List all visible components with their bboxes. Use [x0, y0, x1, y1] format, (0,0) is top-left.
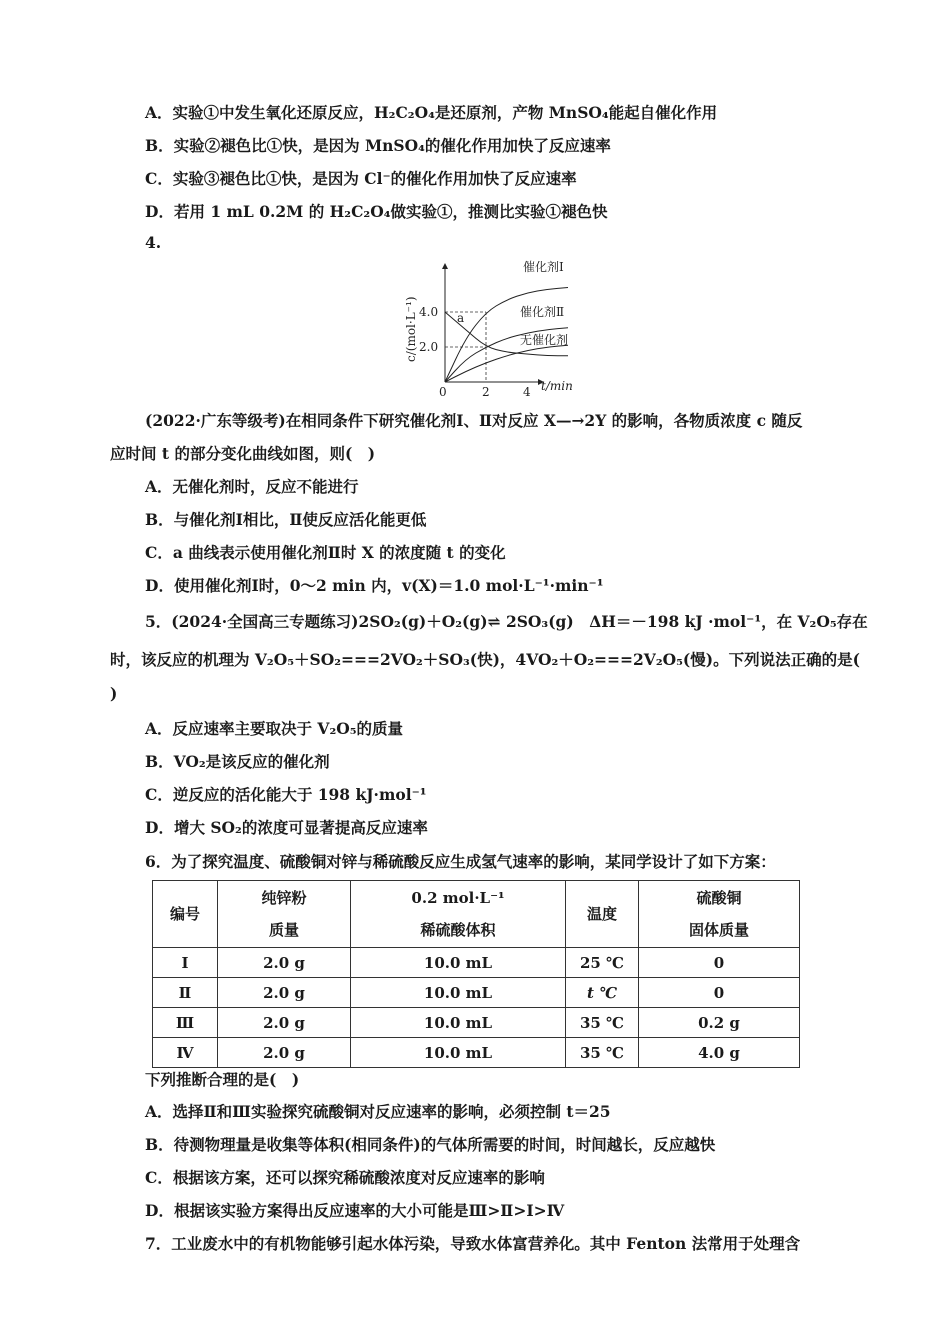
header-temperature: 温度 — [566, 881, 639, 948]
q6-option-c: C．根据该方案，还可以探究稀硫酸浓度对反应速率的影响 — [145, 1168, 545, 1187]
q3-option-c: C．实验③褪色比①快，是因为 Cl⁻的催化作用加快了反应速率 — [145, 169, 577, 188]
x-tick-label: 0 — [439, 385, 447, 399]
y-tick-label: 4.0 — [419, 305, 439, 319]
table-cell: 4.0 g — [639, 1038, 800, 1068]
concentration-time-graph — [395, 252, 595, 400]
table-cell: 2.0 g — [218, 978, 351, 1008]
q3-option-b: B．实验②褪色比①快，是因为 MnSO₄的催化作用加快了反应速率 — [145, 136, 611, 155]
table-cell: 2.0 g — [218, 1008, 351, 1038]
q6-experiment-table — [152, 880, 800, 1068]
q3-option-d: D．若用 1 mL 0.2M 的 H₂C₂O₄做实验①，推测比实验①褪色快 — [145, 202, 608, 221]
q5-stem-line3: ) — [110, 684, 118, 703]
q5-stem-line1: 5．(2024·全国高三专题练习)2SO₂(g)＋O₂(g)⇌ 2SO₃(g) ΔH＝－198 kJ ·mol⁻¹，在 V₂O₅存在 — [145, 612, 868, 631]
table-cell: Ⅳ — [153, 1038, 218, 1068]
x-tick-label: 4 — [523, 385, 531, 399]
table-row — [153, 1008, 800, 1038]
q6-option-a: A．选择Ⅱ和Ⅲ实验探究硫酸铜对反应速率的影响，必须控制 t＝25 — [145, 1102, 611, 1121]
table-cell: 0 — [639, 948, 800, 978]
table-cell: 10.0 mL — [351, 1008, 566, 1038]
q5-stem-line2: 时，该反应的机理为 V₂O₅＋SO₂===2VO₂＋SO₃(快)，4VO₂＋O₂===2V₂O₅(慢)。下列说法正确的是( — [110, 650, 860, 669]
table-cell: 35 ℃ — [566, 1008, 639, 1038]
table-cell: 10.0 mL — [351, 978, 566, 1008]
q4-option-d: D．使用催化剂Ⅰ时，0～2 min 内，v(X)＝1.0 mol·L⁻¹·min⁻¹ — [145, 576, 604, 595]
series-label-catalyst-1: 催化剂Ⅰ — [523, 260, 564, 274]
q6-option-d: D．根据该实验方案得出反应速率的大小可能是Ⅲ>Ⅱ>Ⅰ>Ⅳ — [145, 1201, 565, 1220]
q6-option-b: B．待测物理量是收集等体积(相同条件)的气体所需要的时间，时间越长，反应越快 — [145, 1135, 716, 1154]
x-tick-label: 2 — [482, 385, 490, 399]
q5-option-a: A．反应速率主要取决于 V₂O₅的质量 — [145, 719, 404, 738]
table-cell: Ⅰ — [153, 948, 218, 978]
y-tick-label: 2.0 — [419, 340, 439, 354]
series-label-no-catalyst: 无催化剂 — [520, 333, 569, 347]
q4-stem-line1: (2022·广东等级考)在相同条件下研究催化剂Ⅰ、Ⅱ对反应 X—→2Y 的影响，各物质浓度 c 随反 — [145, 411, 803, 430]
table-row — [153, 948, 800, 978]
q6-prompt: 下列推断合理的是( ) — [145, 1070, 300, 1089]
q5-option-d: D．增大 SO₂的浓度可显著提高反应速率 — [145, 818, 428, 837]
table-cell: 0.2 g — [639, 1008, 800, 1038]
header-copper-sulfate: 硫酸铜 固体质量 — [639, 881, 800, 948]
q5-option-b: B．VO₂是该反应的催化剂 — [145, 752, 330, 771]
table-row — [153, 1038, 800, 1068]
q4-option-a: A．无催化剂时，反应不能进行 — [145, 477, 359, 496]
series-line-2 — [445, 345, 568, 382]
header-acid-volume: 0.2 mol·L⁻¹ 稀硫酸体积 — [351, 881, 566, 948]
q5-option-c: C．逆反应的活化能大于 198 kJ·mol⁻¹ — [145, 785, 427, 804]
q7-stem: 7．工业废水中的有机物能够引起水体污染，导致水体富营养化。其中 Fenton 法常用于处理含 — [145, 1234, 801, 1253]
header-id: 编号 — [153, 881, 218, 948]
table-cell: 25 ℃ — [566, 948, 639, 978]
table-cell: 2.0 g — [218, 948, 351, 978]
table-cell: 10.0 mL — [351, 1038, 566, 1068]
table-header-row — [153, 881, 800, 948]
header-zinc-mass: 纯锌粉 质量 — [218, 881, 351, 948]
series-label-a: a — [457, 311, 465, 325]
table-cell: 35 ℃ — [566, 1038, 639, 1068]
table-row — [153, 978, 800, 1008]
q4-option-b: B．与催化剂Ⅰ相比，Ⅱ使反应活化能更低 — [145, 510, 427, 529]
table-cell: Ⅲ — [153, 1008, 218, 1038]
y-axis-label: c/(mol·L⁻¹) — [404, 296, 418, 362]
table-cell: t ℃ — [566, 978, 639, 1008]
q4-number: 4. — [145, 233, 162, 252]
q4-stem-line2: 应时间 t 的部分变化曲线如图，则( ) — [110, 444, 376, 463]
table-cell: 2.0 g — [218, 1038, 351, 1068]
q4-option-c: C．a 曲线表示使用催化剂Ⅱ时 X 的浓度随 t 的变化 — [145, 543, 506, 562]
table-cell: 0 — [639, 978, 800, 1008]
table-cell: Ⅱ — [153, 978, 218, 1008]
q6-stem: 6．为了探究温度、硫酸铜对锌与稀硫酸反应生成氢气速率的影响，某同学设计了如下方案： — [145, 852, 776, 871]
table-cell: 10.0 mL — [351, 948, 566, 978]
x-axis-label: t/min — [541, 379, 573, 393]
q3-option-a: A．实验①中发生氧化还原反应，H₂C₂O₄是还原剂，产物 MnSO₄能起自催化作用 — [145, 103, 718, 122]
series-label-catalyst-2: 催化剂Ⅱ — [520, 305, 565, 319]
